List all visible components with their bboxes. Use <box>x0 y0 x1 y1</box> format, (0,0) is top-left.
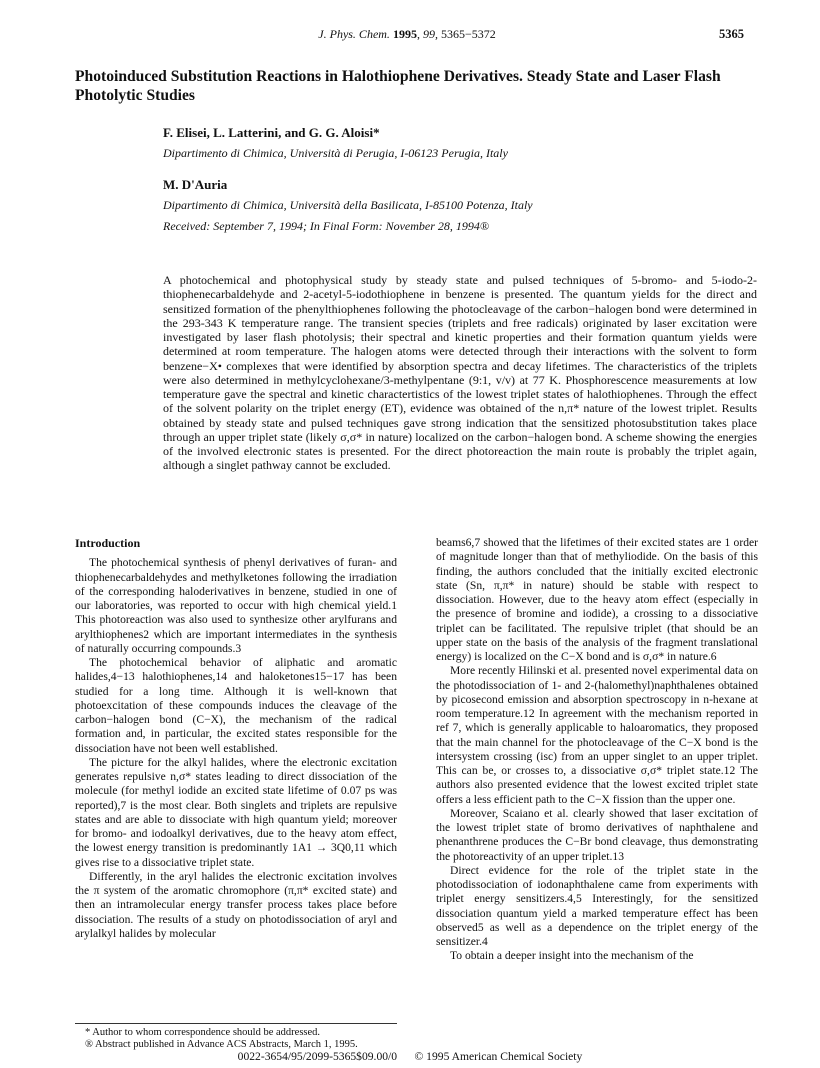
body-paragraph: Direct evidence for the role of the triplet state in the photodissociation of iodonaphthalene came from experiments with triplet energy sensitizers.4,5 Interestingly, for the sensitized dissociation quantum yield a marked temperature effect has been observed5 as well as a dependence on the triplet energy of the sensitizer.4 <box>436 863 758 948</box>
running-head <box>70 27 744 45</box>
body-paragraph: More recently Hilinski et al. presented novel experimental data on the photodissociation of 1- and 2-(halomethyl)naphthalenes obtained by picosecond emission and absorption spectroscopy in n-hexane at room temperature.12 In agreement with the mechanism reported in ref 7, which is generally applicable to haloaromatics, they proposed that the main channel for the photocleavage of the C−X bond is the intersystem crossing (isc) from an upper singlet to an upper triplet. This can be, or crosses to, a dissociative σ,σ* triplet state.12 The authors also presented evidence that the lowest excited triplet state offers a less efficient path to the C−X fission than the upper one. <box>436 664 758 806</box>
page-number: 5365 <box>719 27 744 41</box>
abstract: A photochemical and photophysical study by steady state and pulsed techniques of 5-bromo- and 5-iodo-2-thiophenecarbaldehyde and 2-acetyl-5-iodothiophene in benzene is presented. The quantum yields for the direct and sensitized formation of the phenylthiophenes following the photocleavage of the carbon−halogen bond were determined in the 293-343 K temperature range. The transient species (triplets and free radicals) originated by laser excitation were investigated by laser flash photolysis; their spectral and kinetic properties and their formation quantum yields were determined at room temperature. The halogen atoms were detected through their interactions with the solvent to form benzene−X• complexes that were identified by absorption spectra and decay lifetimes. The characteristics of the triplets were also determined in methylcyclohexane/3-methylpentane (9:1, v/v) at 77 K. Phosphorescence measurements at low temperature gave the spectral and kinetic charactertistics of the lowest triplet states of halothiophenes. Through the effect of the solvent polarity on the triplet energy (ET), evidence was obtained of the n,π* nature of the lowest triplet. Results obtained by steady state and pulsed techniques gave strong indication that the sensitized photosubstitution takes place through an upper triplet state (likely σ,σ* in nature) localized on the carbon−halogen bond. A scheme showing the energies of the involved electronic states is presented. For the direct photoreaction the main route is probably the triplet again, although a singlet pathway cannot be excluded. <box>163 273 757 473</box>
authors-line: M. D'Auria <box>163 177 228 192</box>
body-paragraph: Differently, in the aryl halides the electronic excitation involves the π system of the aromatic chromophore (π,π* excited state) and then an intramolecular energy transfer process takes place before dissociation. The results of a study on photodissociation of aryl and arylalkyl halides by molecular <box>75 869 397 940</box>
author-group-1 <box>163 125 763 161</box>
body-paragraph: The photochemical behavior of aliphatic and aromatic halides,4−13 halothiophenes,14 and haloketones15−17 has been studied for a long time. Although it is well-known that photoexcitation of these compounds induces the cleavage of the carbon−halogen bond (C−X), the mechanism of the radical formation and, in particular, the excited states responsible for the dissociation have not been well established. <box>75 656 397 755</box>
section-heading-introduction: Introduction <box>75 536 141 550</box>
footnote-correspondence: * Author to whom correspondence should be addressed. <box>85 1027 321 1038</box>
footnote-abstract-published: ® Abstract published in Advance ACS Abstracts, March 1, 1995. <box>85 1039 358 1050</box>
received-dates: Received: September 7, 1994; In Final Form: November 28, 1994® <box>163 219 490 233</box>
paper-title: Photoinduced Substitution Reactions in Halothiophene Derivatives. Steady State and Laser Flash Photolytic Studies <box>75 68 721 104</box>
body-paragraph: The picture for the alkyl halides, where the electronic excitation generates repulsive n,σ* states leading to direct dissociation of the molecule (for methyl iodide an excited state lifetime of 0.07 ps was reported),7 is the most clear. Both singlets and triplets are repulsive states and are able to dissociate with high quantum yield; moreover for bromo- and iodoalkyl derivatives, due to the heavy atom effect, the lowest energy transition is predominantly 1A1 → 3Q0,11 which gives rise to a dissociative triplet state. <box>75 755 397 869</box>
page-footer <box>0 1050 820 1063</box>
affiliation: Dipartimento di Chimica, Università della Basilicata, I-85100 Potenza, Italy <box>163 198 533 212</box>
article-code: 0022-3654/95/2099-5365$09.00/0 <box>237 1050 398 1063</box>
copyright: © 1995 American Chemical Society <box>414 1050 583 1063</box>
affiliation: Dipartimento di Chimica, Università di Perugia, I-06123 Perugia, Italy <box>163 146 508 160</box>
author-group-2 <box>163 177 763 213</box>
authors-line: F. Elisei, L. Latterini, and G. G. Aloisi* <box>163 125 380 140</box>
footnotes <box>75 1023 397 1051</box>
body-paragraph: To obtain a deeper insight into the mechanism of the <box>450 949 694 963</box>
body-paragraph: The photochemical synthesis of phenyl derivatives of furan- and thiophenecarbaldehydes and methylketones following the irradiation of the corresponding haloderivatives in benzene, studied in one of our laboratories, was reported to occur with high chemical yield.1 This photoreaction was also used to synthesize other arylfurans and arylthiophenes2 which are important intermediates in the synthesis of naturally occurring compounds.3 <box>75 556 397 655</box>
right-column <box>436 536 758 964</box>
left-column <box>75 536 397 941</box>
journal-citation: J. Phys. Chem. 1995, 99, 5365−5372 <box>318 27 496 41</box>
body-paragraph: beams6,7 showed that the lifetimes of their excited states are 1 order of magnitude longer than that of methyliodide. On the basis of this finding, the authors concluded that the initially excited electronic state (Sn, π,π* in nature) should be stable with respect to dissociation. However, due to the heavy atom effect (especially in the presence of bromine and iodide), a crossing to a dissociative triplet can be facilitated. The repulsive triplet (that should be an upper state on the basis of the analysis of the fragment translational energy) is localized on the C−X bond and is σ,σ* in nature.6 <box>436 536 758 663</box>
body-paragraph: Moreover, Scaiano et al. clearly showed that laser excitation of the lowest triplet state of bromo derivatives of naphthalene and phenanthrene produces the C−Br bond cleavage, thus demonstrating the photoreactivity of an upper triplet.13 <box>436 806 758 863</box>
